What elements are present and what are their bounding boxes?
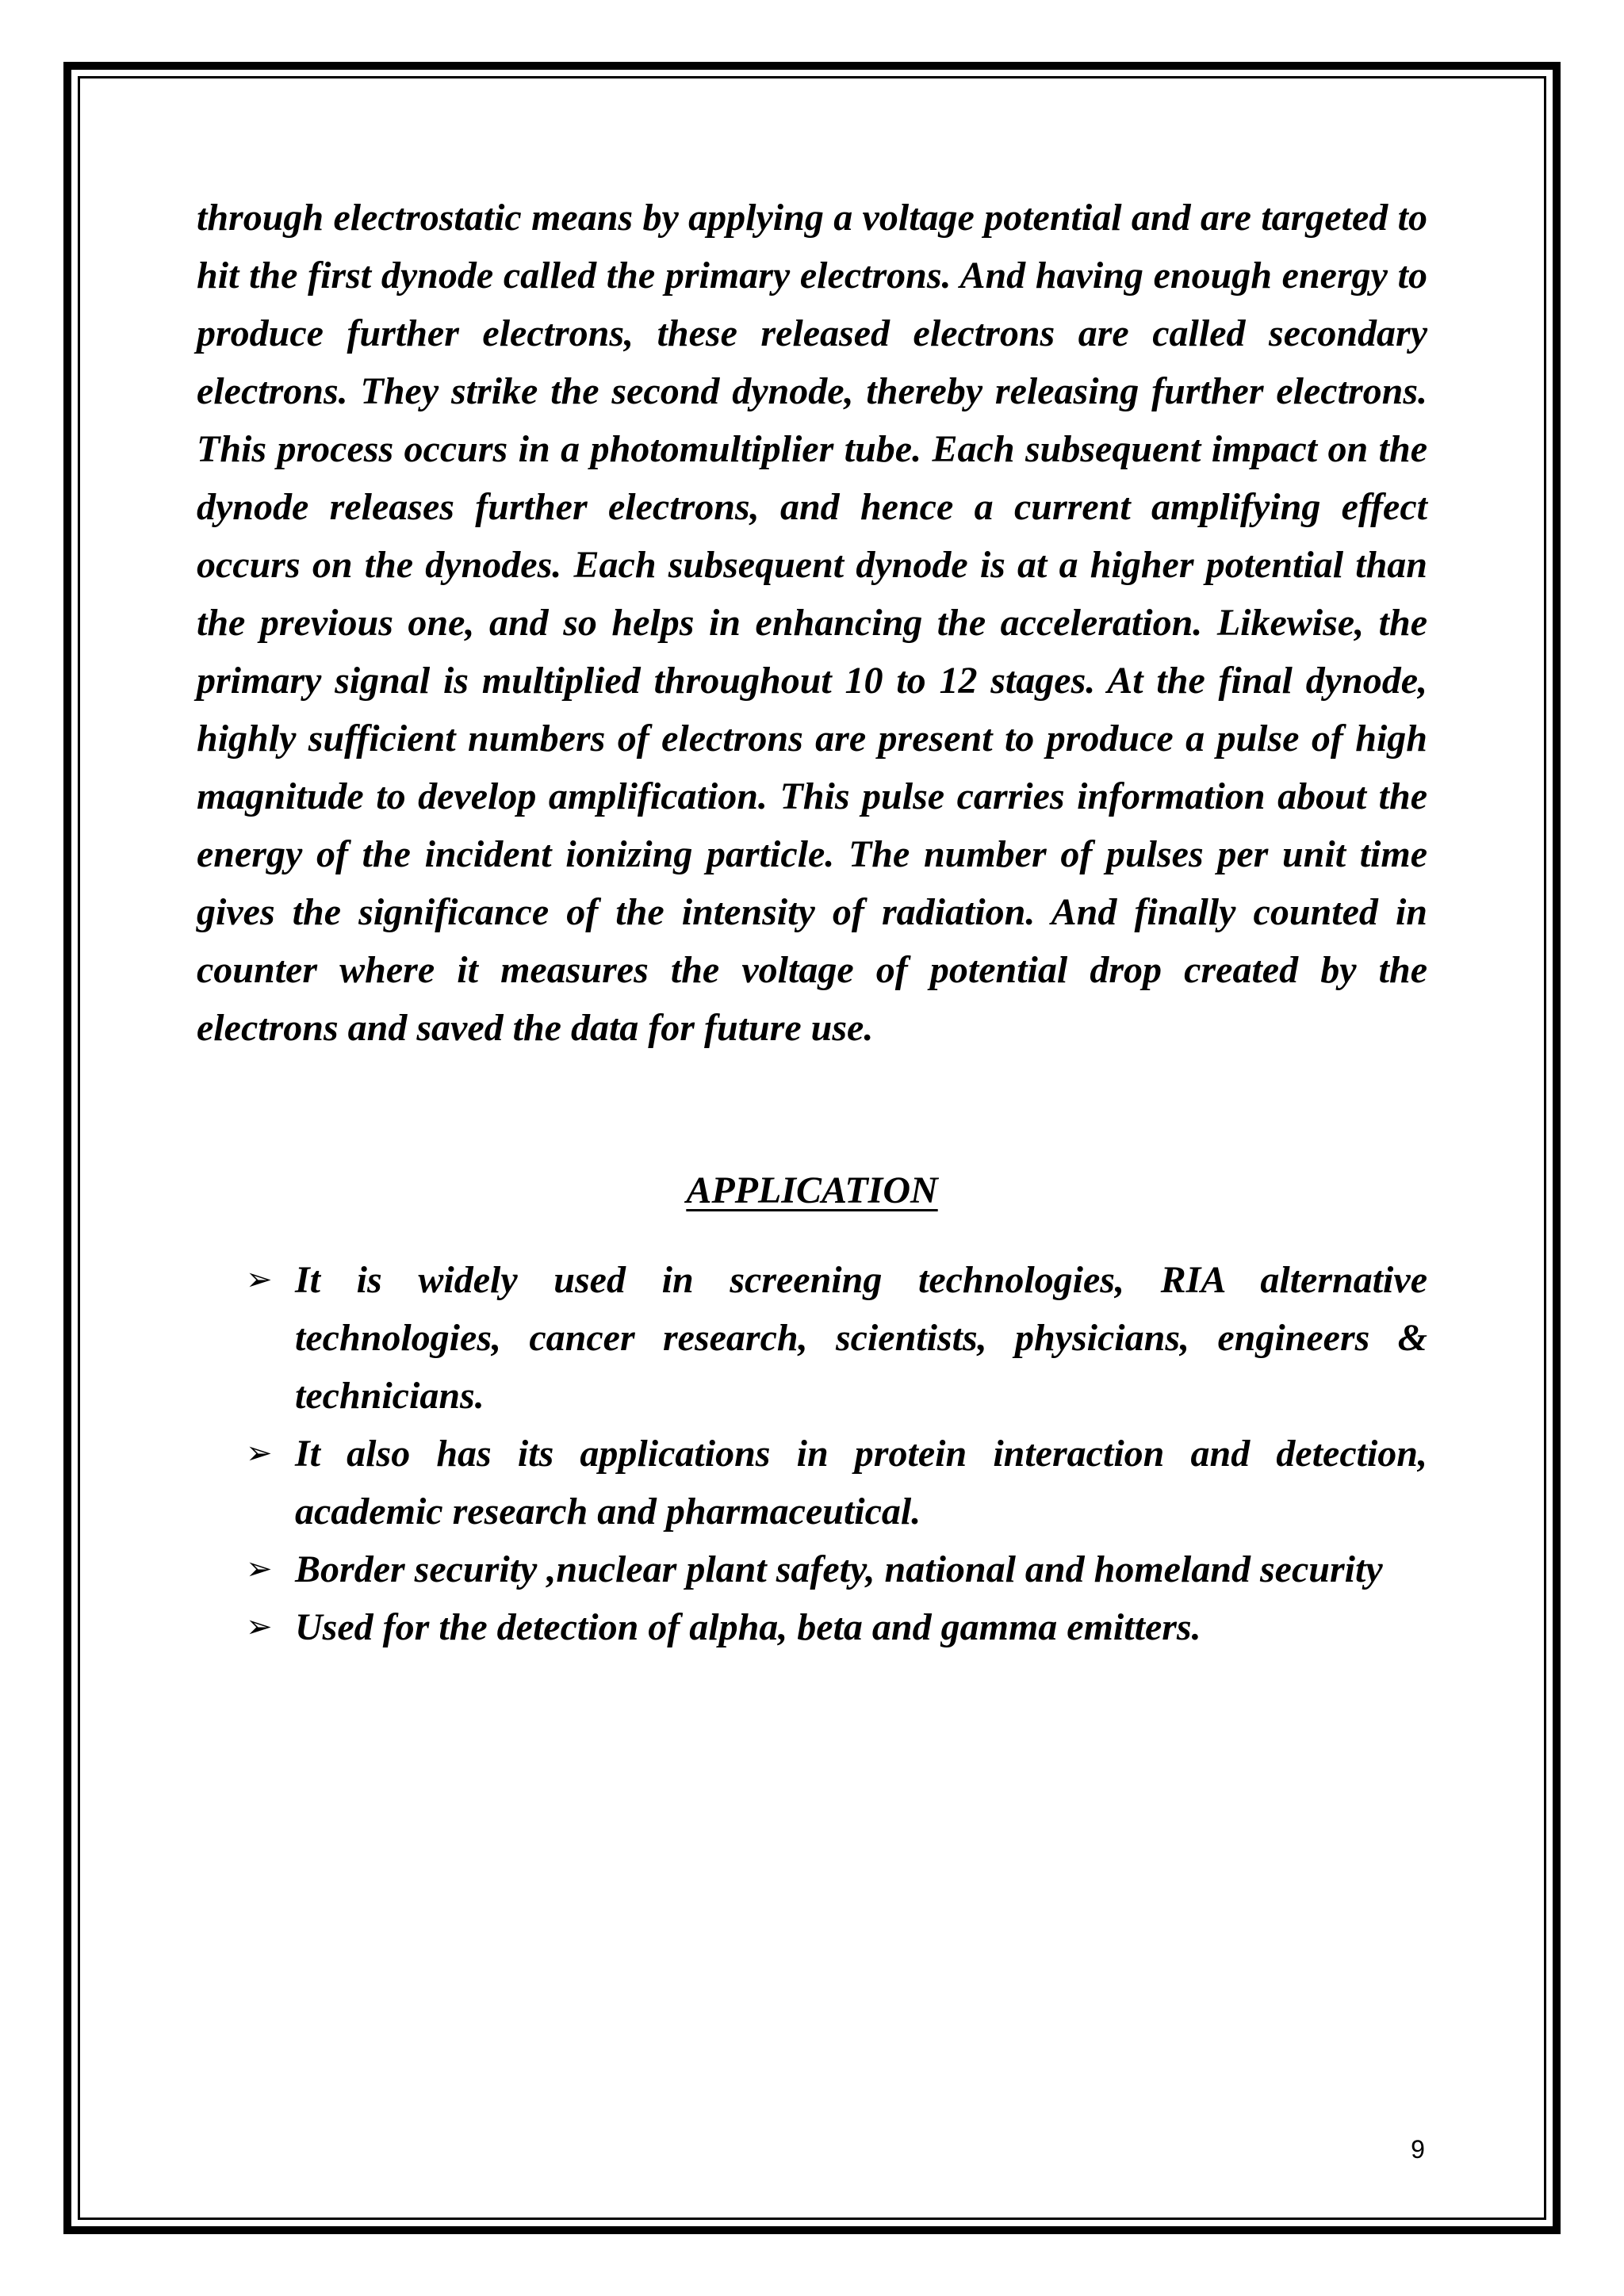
body-paragraph: through electrostatic means by applying a voltage potential and are targeted to hit the first dynode called the primary electrons. And having enough energy to produce further electrons, these released electrons are called secondary electrons. They strike the second dynode, thereby releasing further electrons. This process occurs in a photomultiplier tube. Each subsequent impact on the dynode releases further electrons, and hence a current amplifying effect occurs on the dynodes. Each subsequent dynode is at a higher potential than the previous one, and so helps in enhancing the acceleration. Likewise, the primary signal is multiplied throughout 10 to 12 stages. At the final dynode, highly sufficient numbers of electrons are present to produce a pulse of high magnitude to develop amplification. This pulse carries information about the energy of the incident ionizing particle. The number of pulses per unit time gives the significance of the intensity of radiation. And finally counted in counter where it measures the voltage of potential drop created by the electrons and saved the data for future use. — [197, 197, 1427, 1049]
arrowhead-bullet-icon: ➢ — [246, 1435, 273, 1471]
list-item-text: Border security ,nuclear plant safety, national and homeland security — [295, 1548, 1383, 1590]
application-list — [246, 1251, 1427, 1656]
list-item-text: It is widely used in screening technologies, RIA alternative technologies, cancer research, scientists, physicians, engineers & technicians. — [295, 1259, 1427, 1417]
page-number: 9 — [1411, 2135, 1425, 2164]
page-content — [197, 189, 1427, 1656]
arrowhead-bullet-icon: ➢ — [246, 1551, 273, 1587]
list-item-text: It also has its applications in protein interaction and detection, academic research and pharmaceutical. — [295, 1433, 1427, 1533]
list-item — [246, 1251, 1427, 1425]
list-item — [246, 1540, 1427, 1598]
application-heading: APPLICATION — [686, 1169, 938, 1211]
arrowhead-bullet-icon: ➢ — [246, 1261, 273, 1298]
list-item — [246, 1425, 1427, 1540]
arrowhead-bullet-icon: ➢ — [246, 1609, 273, 1645]
list-item — [246, 1598, 1427, 1656]
list-item-text: Used for the detection of alpha, beta and gamma emitters. — [295, 1606, 1201, 1648]
